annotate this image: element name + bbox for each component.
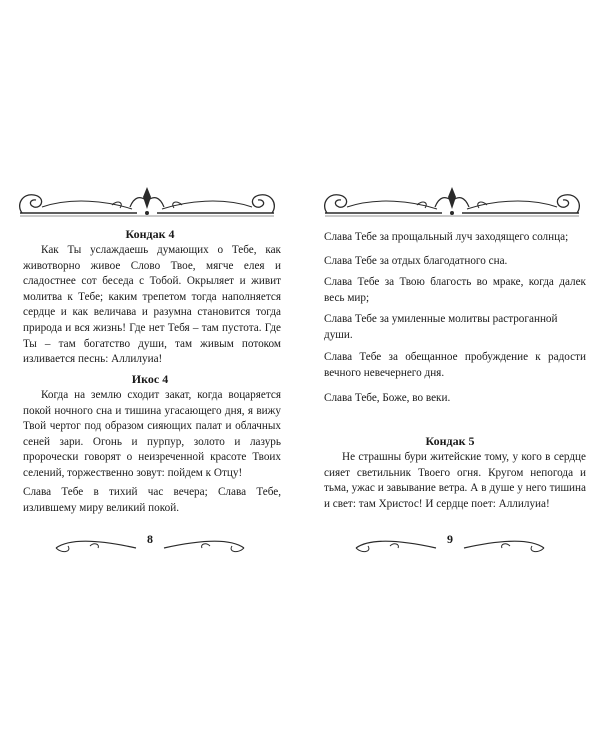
heading-kondak-4: Кондак 4	[125, 227, 175, 241]
page-number-right: 9	[447, 532, 453, 546]
right-page	[300, 0, 600, 750]
page-number-left: 8	[147, 532, 153, 546]
slava-line-3: Слава Тебе за Твою благость во мраке, когда далек весь мир;	[324, 276, 586, 304]
heading-kondak-5: Кондак 5	[425, 434, 475, 448]
slava-line-2: Слава Тебе за отдых благодатного сна.	[324, 255, 508, 267]
paragraph-kondak-4: Как Ты услаждаешь думающих о Тебе, как животворно живое Слово Твое, мягче елея и сладостнее сот беседа с Тобой. Окрыляет и живит молитва к Тебе; каким трепетом тогда наполняется сердце и как величава и разумна становится тогда природа и вся жизнь! Где нет Тебя – там пустота. Где Ты – там богатство души, там живым потоком изливается песнь: Аллилуиа!	[23, 244, 281, 366]
slava-line-4: Слава Тебе за умиленные молитвы растроганной души.	[324, 313, 558, 341]
slava-line-5: Слава Тебе за обещанное пробуждение к радости вечного невечернего дня.	[324, 351, 586, 379]
ornament-header-right	[317, 183, 587, 223]
ornament-header-left	[12, 183, 282, 223]
paragraph-kondak-5: Не страшны бури житейские тому, у кого в сердце сияет светильник Твоего огня. Кругом непогода и тьма, ужас и завывание ветра. А в душе у него тишина и свет: там Христос! И сердце поет: Аллилуиа!	[324, 451, 586, 510]
heading-ikos-4: Икос 4	[131, 372, 169, 386]
paragraph-ikos-4: Когда на землю сходит закат, когда воцаряется покой ночного сна и тишина угасающего дня, я вижу Твой чертог под образом сияющих палат и облачных сеней зари. Огонь и пурпур, золото и лазурь пророчески говорят о неизреченной красоте Твоих селений, торжественно зовут: пойдем к Отцу!	[23, 389, 281, 479]
slava-line-1: Слава Тебе за прощальный луч заходящего солнца;	[324, 231, 569, 243]
paragraph-slava-evening: Слава Тебе в тихий час вечера; Слава Тебе, излившему миру великий покой.	[23, 486, 281, 514]
slava-line-6: Слава Тебе, Боже, во веки.	[324, 392, 451, 404]
